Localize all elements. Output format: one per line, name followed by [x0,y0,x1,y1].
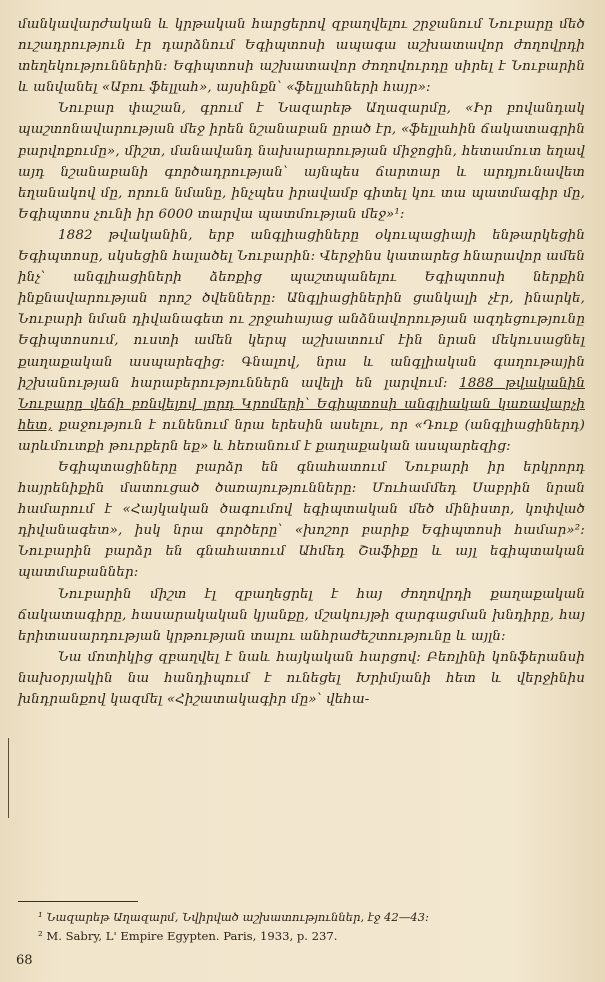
paragraph-3 [18,225,585,457]
body-text [18,14,585,710]
margin-pencil-mark [8,738,9,818]
paragraph-2: Նուբար փաշան, գրում է Նազարեթ Աղազարմը, «Իր բովանդակ պաշտոնավարության մեջ իրեն նշանաբան ըրած էր, «ֆելլահին ճակատագրին բարվոքումը», միշտ, մանավանդ նախարարության միջոցին, հետամուտ եղավ այդ նշանաբանի գործադրության՝ այնպես ճարտար և արդյունավետ եղանակով մը, որուն նմանը, ինչպես իրավամբ գիտել կու տա պատմագիր մը, Եգիպտոս չունի իր 6000 տարվա պատմության մեջ»¹։ [18,101,585,222]
paragraph-3-end: քաջություն է ունենում նրա երեսին ասելու, որ «Դուք (անգլիացիներդ) արևմուտքի թուրքերն եք» և հեռանում է քաղաքական ասպարեզից։ [18,417,585,454]
footnote-1: ¹ Նազարեթ Աղազարմ, Նվիրված աշխատություններ, էջ 42—43։ [38,910,429,924]
footnote-2: ² M. Sabry, L' Empire Egypten. Paris, 1933, p. 237. [38,929,338,943]
footnotes [18,908,578,946]
page-number: 68 [16,953,33,968]
paragraph-3-text: 1882 թվականին, երբ անգլիացիները օկուպացիայի ենթարկեցին Եգիպտոսը, սկսեցին հալածել Նուբարին։ Վերջինս կատարեց հնարավոր ամեն ինչ՝ անգլիացիների ձեռքից պաշտպանելու Եգիպտոսի ներքին ինքնավարության որոշ ծվենները։ Անգլիացիներին ցանկալի չէր, ինարկե, Նուբարի նման դիվանագետ ու շրջահայաց անձնավորության ազդեցությունը Եգիպտոսում, ուստի ամեն կերպ աշխատում էին նրան մեկուսացնել քաղաքական ասպարեզից։ Գնալով, նրա և անգլիական գաղութային իշխանության հարաբերություններն ավելի են լարվում։ [18,227,585,391]
paragraph-5: Նուբարին միշտ էլ զբաղեցրել է հայ ժողովրդի քաղաքական ճակատագիրը, հասարակական կյանքը, մշակույթի զարգացման խնդիրը, հայ երիտասարդության կրթության տալու անհրաժեշտությունը և այլն։ [18,586,585,644]
paragraph-3-underlined: 1888 թվականին Նուբարը վեճի բռնվելով լորդ Կրոմերի՝ Եգիպտոսի անգլիական կառավարչի հետ, [18,375,585,433]
paragraph-6: Նա մոտիկից զբաղվել է նաև հայկական հարցով։ Բեռլինի կոնֆերանսի նախօրյակին նա հանդիպում է ունեցել Խրիմյանի հետ և վերջինիս խնդրանքով կազմել «Հիշատակագիր մը»՝ վեհա- [18,649,585,707]
footnote-rule [18,901,138,902]
paragraph-1: մանկավարժական և կրթական հարցերով զբաղվելու շրջանում Նուբարը մեծ ուշադրություն էր դարձնում Եգիպտոսի ապագա աշխատավոր ժողովրդի տեղեկություններին։ Եգիպտոսի աշխատավոր ժողովուրդը սիրել է Նուբարին և անվանել «Աբու ֆելլահ», այսինքն՝ «ֆելլահների հայր»։ [18,17,585,96]
paragraph-4: Եգիպտացիները բարձր են գնահատում Նուբարի իր երկրորդ հայրենիքին մատուցած ծառայությունները։ Մուհամմեդ Սաբրին նրան համարում է «Հայկական ծագումով եգիպտական մեծ մինիստր, կոփված դիվանագետ», իսկ նրա գործերը՝ «խոշոր բարիք Եգիպտոսի համար»²։ Նուբարին բարձր են գնահատում Ահմեդ Շաֆիքը և այլ եգիպտական պատմաբաններ։ [18,459,585,581]
